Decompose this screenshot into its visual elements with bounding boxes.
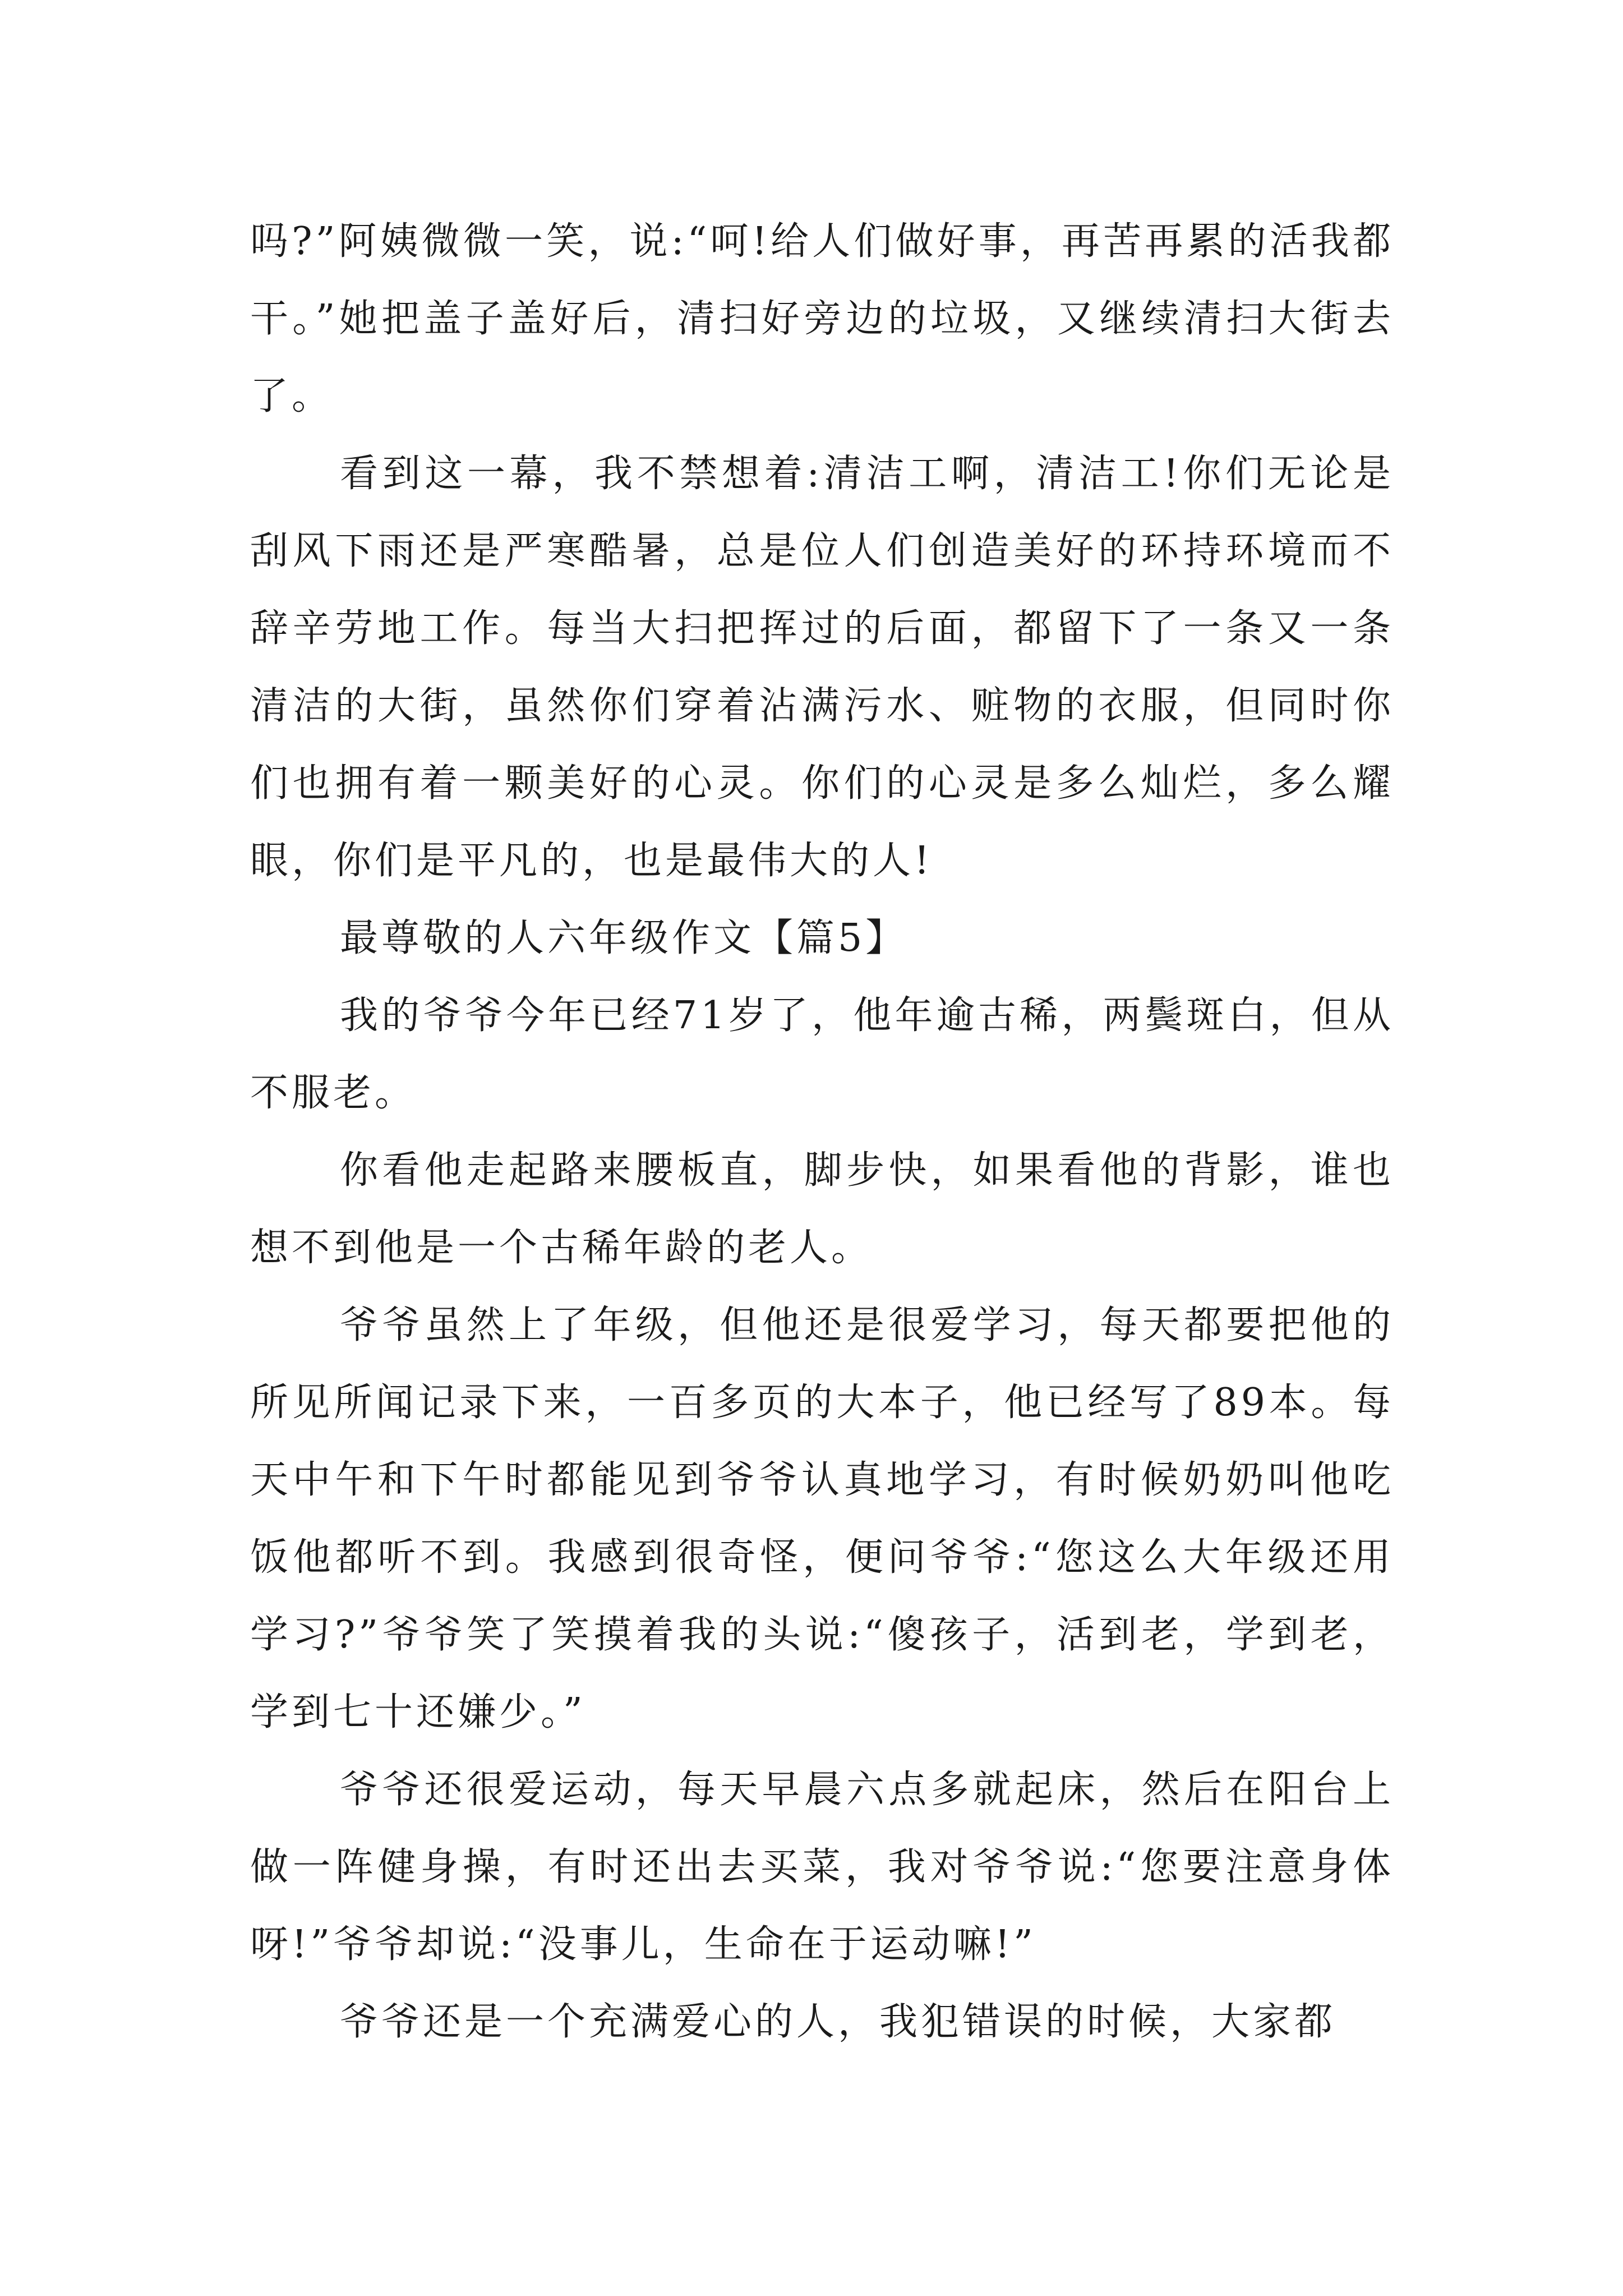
document-body: [250, 203, 1394, 2061]
paragraph-4: 你看他走起路来腰板直，脚步快，如果看他的背影，谁也想不到他是一个古稀年龄的老人。: [250, 1148, 1394, 1270]
paragraph-2: 看到这一幕，我不禁想着:清洁工啊，清洁工!你们无论是刮风下雨还是严寒酷暑，总是位人们创造美好的环持环境而不辞辛劳地工作。每当大扫把挥过的后面，都留下了一条又一条清洁的大街，虽然你们穿着沾满污水、赃物的衣服，但同时你们也拥有着一颗美好的心灵。你们的心灵是多么灿烂，多么耀眼，你们是平凡的，也是最伟大的人!: [250, 452, 1394, 883]
paragraph-7: 爷爷还是一个充满爱心的人，我犯错误的时候，大家都: [340, 2000, 1336, 2044]
paragraph-5: 爷爷虽然上了年级，但他还是很爱学习，每天都要把他的所见所闻记录下来，一百多页的大本子，他已经写了89本。每天中午和下午时都能见到爷爷认真地学习，有时候奶奶叫他吃饭他都听不到。我感到很奇怪，便问爷爷:“您这么大年级还用学习?”爷爷笑了笑摸着我的头说:“傻孩子，活到老，学到老，学到七十还嫌少。”: [250, 1303, 1394, 1734]
paragraph-6: 爷爷还很爱运动，每天早晨六点多就起床，然后在阳台上做一阵健身操，有时还出去买菜，我对爷爷说:“您要注意身体呀!”爷爷却说:“没事儿，生命在于运动嘛!”: [250, 1768, 1394, 1967]
section-heading: 最尊敬的人六年级作文【篇5】: [340, 916, 907, 960]
paragraph-3: 我的爷爷今年已经71岁了，他年逾古稀，两鬓斑白，但从不服老。: [250, 993, 1394, 1115]
paragraph-1: 吗?”阿姨微微一笑，说:“呵!给人们做好事，再苦再累的活我都干。”她把盖子盖好后，清扫好旁边的垃圾，又继续清扫大街去了。: [250, 219, 1394, 418]
